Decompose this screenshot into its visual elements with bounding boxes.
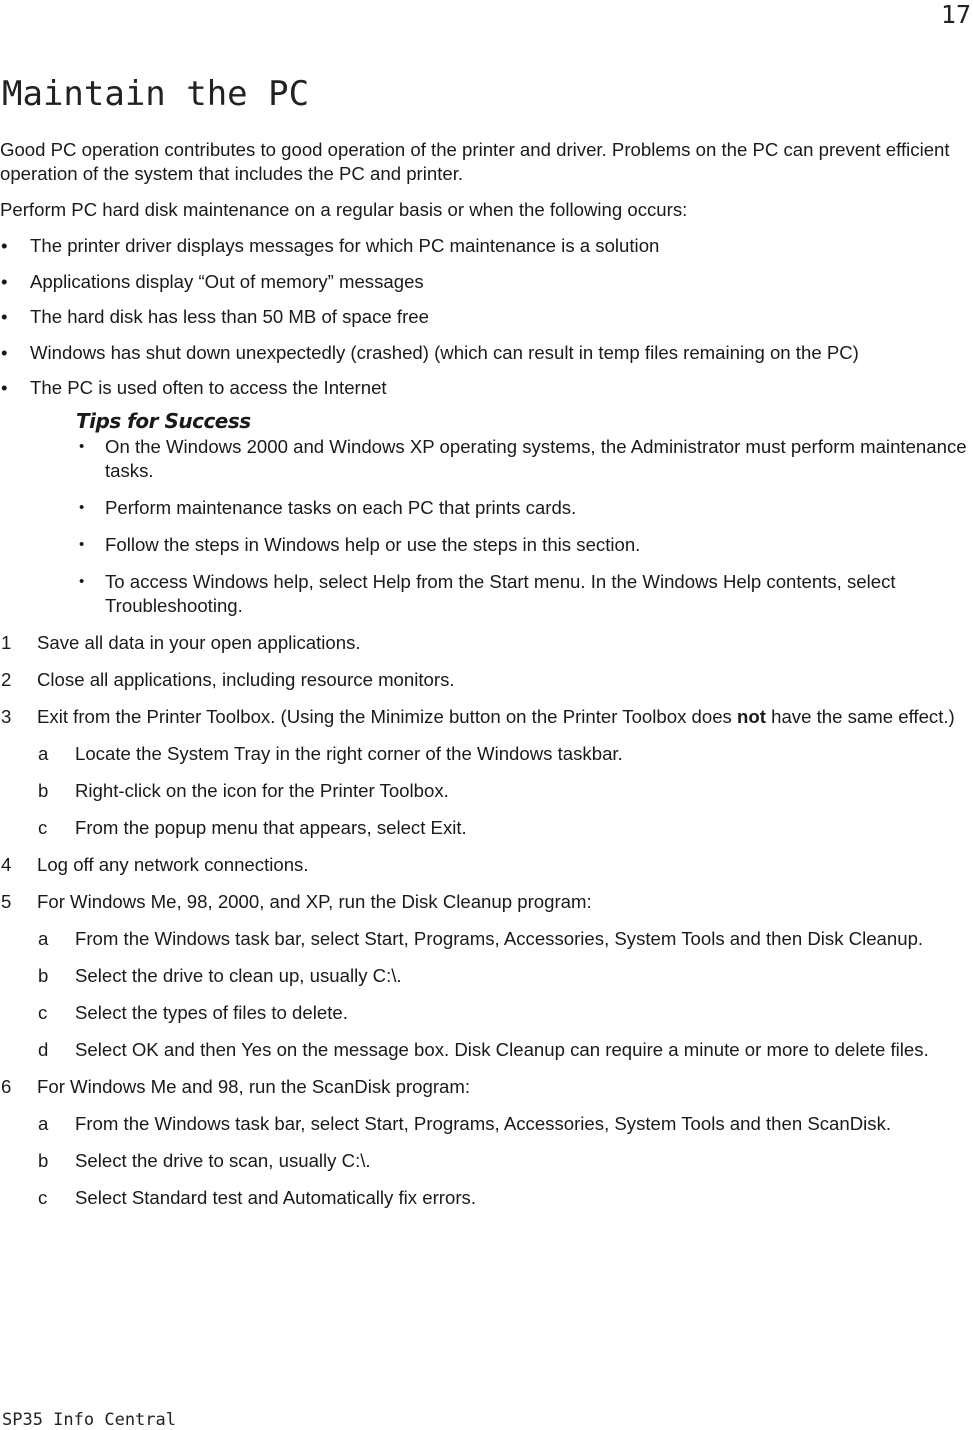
step-item bbox=[0, 1075, 970, 1210]
step-number: 2 bbox=[1, 668, 12, 690]
substep-item bbox=[37, 742, 970, 766]
lead-paragraph: Perform PC hard disk maintenance on a regular basis or when the following occurs: bbox=[0, 199, 688, 220]
substep-text: From the popup menu that appears, select Exit. bbox=[75, 816, 467, 838]
substep-letter: a bbox=[38, 927, 49, 949]
substep-text: From the Windows task bar, select Start, Programs, Accessories, System Tools and then Disk Cleanup. bbox=[75, 927, 924, 949]
list-item: • The printer driver displays messages for which PC maintenance is a solution bbox=[0, 234, 970, 258]
substep-text: From the Windows task bar, select Start, Programs, Accessories, System Tools and then ScanDisk. bbox=[75, 1112, 892, 1134]
emphasis-not: not bbox=[737, 705, 766, 727]
substep-item bbox=[37, 816, 970, 840]
condition-list bbox=[0, 234, 970, 400]
step-number: 5 bbox=[1, 890, 12, 912]
step-text bbox=[37, 706, 955, 727]
substep-text: Select OK and then Yes on the message box. Disk Cleanup can require a minute or more to delete files. bbox=[75, 1038, 929, 1060]
substep-text: Select the drive to clean up, usually C:\. bbox=[75, 964, 402, 986]
substep-text: Select the drive to scan, usually C:\. bbox=[75, 1149, 371, 1171]
substep-letter: d bbox=[38, 1038, 49, 1060]
step-number: 6 bbox=[1, 1075, 12, 1097]
page-number: 17 bbox=[940, 0, 971, 29]
step-text-end: have the same effect.) bbox=[765, 705, 955, 727]
substep-item bbox=[37, 1001, 970, 1025]
substep-item bbox=[37, 964, 970, 988]
tip-item: • On the Windows 2000 and Windows XP operating systems, the Administrator must perform maintenance tasks. bbox=[76, 435, 970, 483]
step-item bbox=[0, 890, 970, 1062]
step-number: 3 bbox=[1, 705, 12, 727]
substep-letter: a bbox=[38, 742, 49, 764]
page-title: Maintain the PC bbox=[2, 74, 310, 114]
step-text: For Windows Me and 98, run the ScanDisk program: bbox=[37, 1075, 471, 1097]
step-number: 4 bbox=[1, 853, 12, 875]
substep-letter: c bbox=[38, 1001, 48, 1023]
step-text: Log off any network connections. bbox=[37, 853, 309, 875]
tips-box bbox=[76, 409, 970, 618]
list-item: • Applications display “Out of memory” messages bbox=[0, 270, 970, 294]
substep-text: Select the types of files to delete. bbox=[75, 1001, 348, 1023]
steps-list bbox=[0, 631, 970, 1210]
intro-paragraph: Good PC operation contributes to good operation of the printer and driver. Problems on the PC can prevent efficient operation of the system that includes the PC and printer. bbox=[0, 139, 950, 184]
step-item bbox=[0, 631, 970, 655]
step-item bbox=[0, 853, 970, 877]
substeps-list bbox=[37, 927, 970, 1062]
list-item: • The PC is used often to access the Internet bbox=[0, 376, 970, 400]
tip-item: • Follow the steps in Windows help or use the steps in this section. bbox=[76, 533, 970, 557]
substep-item bbox=[37, 1149, 970, 1173]
substep-item bbox=[37, 927, 970, 951]
main-content bbox=[0, 138, 970, 1223]
substeps-list bbox=[37, 742, 970, 840]
tip-item: • To access Windows help, select Help from the Start menu. In the Windows Help contents, select Troubleshooting. bbox=[76, 570, 970, 618]
substep-item bbox=[37, 779, 970, 803]
step-text: Save all data in your open applications. bbox=[37, 631, 361, 653]
step-number: 1 bbox=[1, 631, 12, 653]
step-text: For Windows Me, 98, 2000, and XP, run the Disk Cleanup program: bbox=[37, 890, 592, 912]
substep-text: Right-click on the icon for the Printer Toolbox. bbox=[75, 779, 449, 801]
substep-item bbox=[37, 1038, 970, 1062]
substep-text: Locate the System Tray in the right corner of the Windows taskbar. bbox=[75, 742, 623, 764]
substep-item bbox=[37, 1112, 970, 1136]
substep-letter: b bbox=[38, 779, 49, 801]
step-item bbox=[0, 705, 970, 840]
substep-letter: b bbox=[38, 964, 49, 986]
list-item: • Windows has shut down unexpectedly (crashed) (which can result in temp files remaining on the PC) bbox=[0, 341, 970, 365]
substep-letter: c bbox=[38, 1186, 48, 1208]
substep-letter: b bbox=[38, 1149, 49, 1171]
substep-letter: a bbox=[38, 1112, 49, 1134]
tips-heading: Tips for Success bbox=[76, 408, 251, 433]
step-item bbox=[0, 668, 970, 692]
substep-item bbox=[37, 1186, 970, 1210]
list-item: • The hard disk has less than 50 MB of space free bbox=[0, 305, 970, 329]
step-text-start: Exit from the Printer Toolbox. (Using the Minimize button on the Printer Toolbox does bbox=[37, 705, 738, 727]
tip-item: • Perform maintenance tasks on each PC that prints cards. bbox=[76, 496, 970, 520]
footer-title: SP35 Info Central bbox=[2, 1410, 176, 1430]
step-text: Close all applications, including resource monitors. bbox=[37, 668, 455, 690]
substeps-list bbox=[37, 1112, 970, 1210]
substep-letter: c bbox=[38, 816, 48, 838]
substep-text: Select Standard test and Automatically fix errors. bbox=[75, 1186, 476, 1208]
tips-list bbox=[76, 435, 970, 618]
